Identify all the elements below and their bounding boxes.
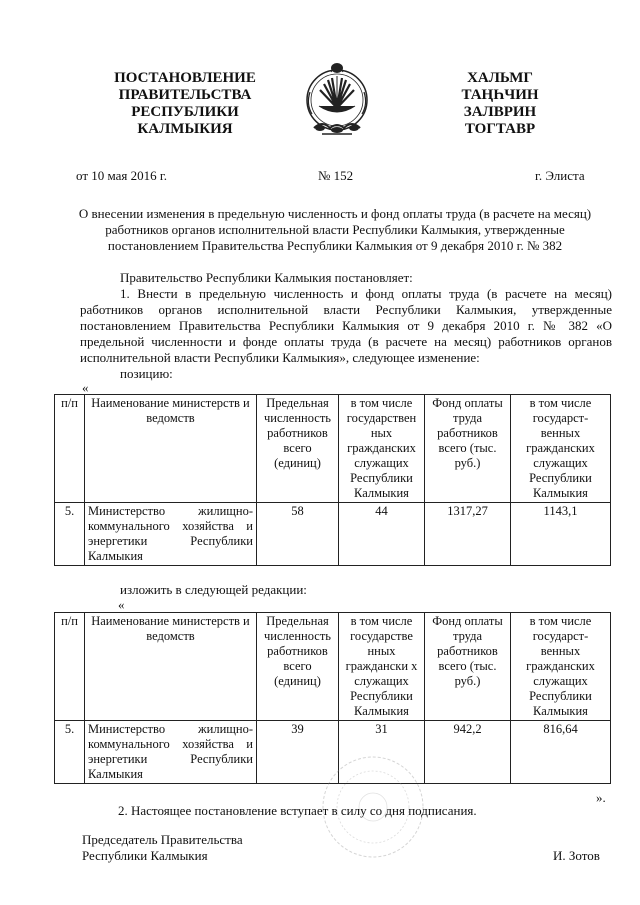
header-cell-pay-fund: Фонд оплаты труда работников всего (тыс. руб.) xyxy=(425,613,511,721)
signature-position-line: Председатель Правительства xyxy=(82,832,243,847)
document-city: г. Элиста xyxy=(535,168,585,183)
header-cell-pay-fund: Фонд оплаты труда работников всего (тыс. руб.) xyxy=(425,395,511,503)
table-header-row xyxy=(55,613,611,721)
header-cell-name: Наименование министерств и ведомств xyxy=(85,395,257,503)
header-right-line: ТАҢҺЧИН xyxy=(461,87,539,103)
header-cell-pay-fund-civil: в том числе государст-венных гражданских служащих Республики Калмыкия xyxy=(511,613,611,721)
document-subject xyxy=(60,206,610,254)
header-cell-staff-limit: Предельная численность работников всего (единиц) xyxy=(257,613,339,721)
header-cell-index: п/п xyxy=(55,395,85,503)
cell-staff-limit: 39 xyxy=(257,721,339,784)
header-cell-index: п/п xyxy=(55,613,85,721)
header-right-line: ЗАЛВРИН xyxy=(463,104,537,120)
document-date: от 10 мая 2016 г. xyxy=(76,168,168,183)
header-cell-civil-servants: в том числе государстве нных граждански х служащих Республики Калмыкия xyxy=(339,613,425,721)
cell-pay-fund-civil: 1143,1 xyxy=(511,503,611,566)
cell-pay-fund: 942,2 xyxy=(425,721,511,784)
header-right-line: ТОГТАВР xyxy=(464,121,536,137)
cell-ministry-name: Министерство жилищно-коммунального хозяйства и энергетики Республики Калмыкия xyxy=(85,721,257,784)
header-cell-civil-servants: в том числе государствен ных гражданских служащих Республики Калмыкия xyxy=(339,395,425,503)
header-left-line: ПРАВИТЕЛЬСТВА xyxy=(118,87,252,103)
close-quote: ». xyxy=(596,790,606,805)
header-left-line: ПОСТАНОВЛЕНИЕ xyxy=(114,70,256,86)
header-right xyxy=(430,70,570,138)
open-quote-2: « xyxy=(118,597,125,612)
header-left-line: РЕСПУБЛИКИ xyxy=(131,104,239,120)
intro-paragraph: Правительство Республики Калмыкия постановляет: xyxy=(120,270,413,285)
header-cell-pay-fund-civil: в том числе государст-венных гражданских служащих Республики Калмыкия xyxy=(511,395,611,503)
header-cell-name: Наименование министерств и ведомств xyxy=(85,613,257,721)
cell-ministry-name: Министерство жилищно-коммунального хозяйства и энергетики Республики Калмыкия xyxy=(85,503,257,566)
subject-line: работников органов исполнительной власти Республики Калмыкия, утвержденные xyxy=(105,222,565,237)
cell-civil-servants: 31 xyxy=(339,721,425,784)
signature-name: И. Зотов xyxy=(553,848,600,863)
position-label: позицию: xyxy=(120,366,173,381)
item1-paragraph: 1. Внести в предельную численность и фонд оплаты труда (в расчете на месяц) работников органов исполнительной власти Республики Калмыкия, утвержденные постановлением Правительства Республики Калмыкия от 9 декабря 2010 г. № 382 «О предельной численности и фонде оплаты труда (в расчете на месяц) работников органов исполнительной власти Республики Калмыкия», следующее изменение: xyxy=(80,286,612,365)
subject-line: О внесении изменения в предельную численность и фонд оплаты труда (в расчете на месяц) xyxy=(78,206,592,221)
replace-label: изложить в следующей редакции: xyxy=(120,582,307,597)
item2-paragraph: 2. Настоящее постановление вступает в силу со дня подписания. xyxy=(118,803,477,818)
cell-civil-servants: 44 xyxy=(339,503,425,566)
cell-pay-fund-civil: 816,64 xyxy=(511,721,611,784)
signature-position-line: Республики Калмыкия xyxy=(82,848,208,863)
signature-position xyxy=(82,832,243,864)
cell-pay-fund: 1317,27 xyxy=(425,503,511,566)
subject-line: постановлением Правительства Республики Калмыкия от 9 декабря 2010 г. № 382 xyxy=(107,238,563,253)
header-right-line: ХАЛЬМГ xyxy=(467,70,533,86)
table-row xyxy=(55,503,611,566)
document-number: № 152 xyxy=(318,168,354,183)
header-left-line: КАЛМЫКИЯ xyxy=(137,121,233,137)
coat-of-arms-emblem xyxy=(292,58,382,140)
staff-table-old xyxy=(54,394,611,566)
cell-index: 5. xyxy=(55,721,85,784)
cell-staff-limit: 58 xyxy=(257,503,339,566)
header-left xyxy=(100,70,270,138)
open-quote-1: « xyxy=(82,380,89,395)
cell-index: 5. xyxy=(55,503,85,566)
table-header-row xyxy=(55,395,611,503)
header-cell-staff-limit: Предельная численность работников всего (единиц) xyxy=(257,395,339,503)
